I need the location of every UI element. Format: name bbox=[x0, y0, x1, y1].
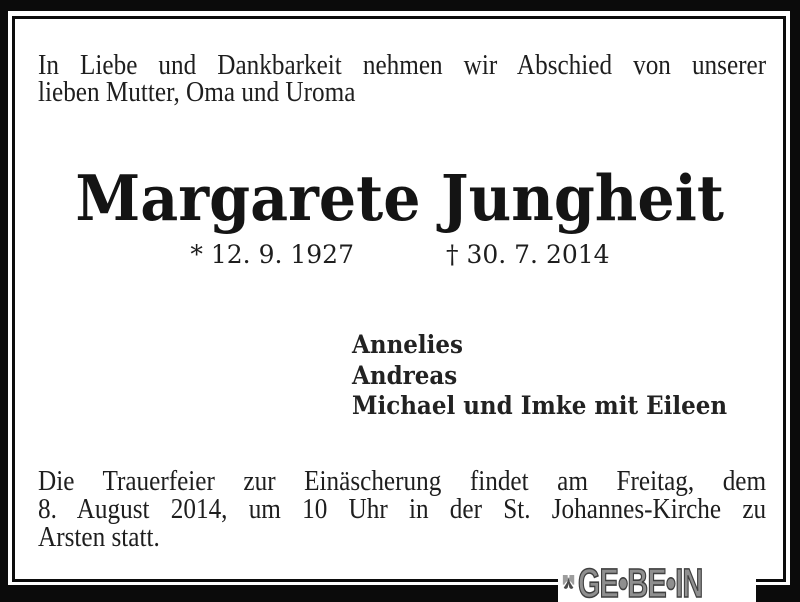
funeral-info bbox=[38, 468, 766, 552]
gebein-logo-text: GE•BE•IN bbox=[578, 560, 703, 602]
mourner-name: Andreas bbox=[352, 360, 458, 390]
deceased-name bbox=[0, 161, 800, 235]
intro-line: In Liebe und Dankbarkeit nehmen wir Abschied von unserer bbox=[38, 50, 767, 81]
deceased-name-text: Margarete Jungheit bbox=[75, 161, 725, 235]
mourner-name: Michael und Imke mit Eileen bbox=[352, 391, 728, 420]
birth-date: * 12. 9. 1927 bbox=[190, 240, 354, 269]
life-dates bbox=[0, 240, 800, 269]
intro-text bbox=[38, 52, 766, 106]
gebein-figure-icon bbox=[562, 564, 575, 600]
mourners-list bbox=[352, 330, 727, 422]
mourner-name: Annelies bbox=[352, 330, 463, 359]
funeral-line: Die Trauerfeier zur Einäscherung findet am Freitag, dem bbox=[38, 466, 767, 497]
funeral-line: Arsten statt. bbox=[38, 522, 160, 553]
death-date: † 30. 7. 2014 bbox=[446, 240, 610, 269]
funeral-line: 8. August 2014, um 10 Uhr in der St. Johannes-Kirche zu bbox=[38, 494, 767, 525]
intro-line: lieben Mutter, Oma und Uroma bbox=[38, 77, 356, 108]
gebein-logo bbox=[558, 559, 756, 602]
